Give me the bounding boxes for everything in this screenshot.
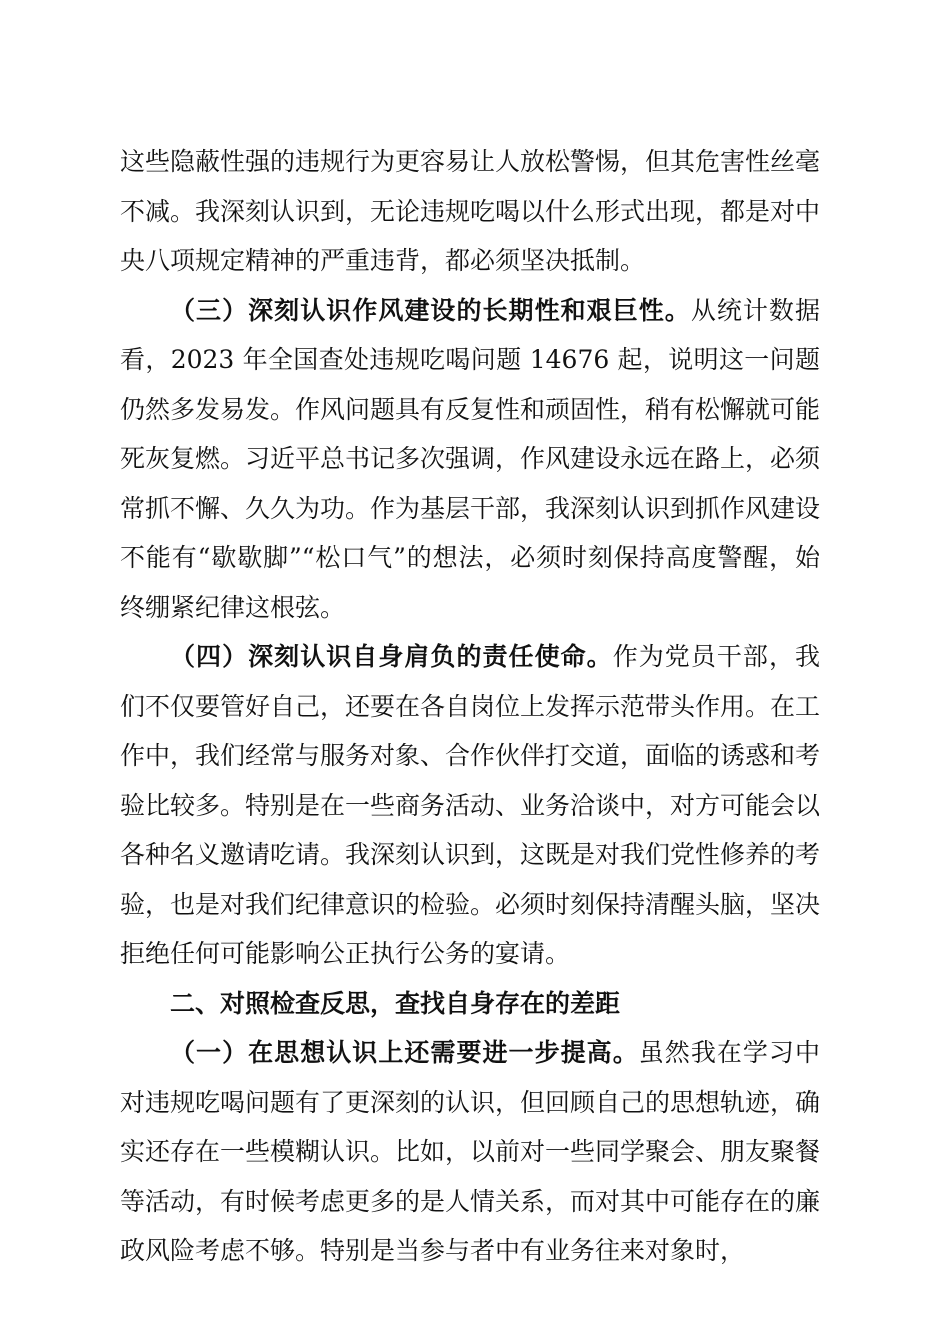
- paragraph-section-2-point-1-lead: （一）在思想认识上还需要进一步提高。: [170, 1038, 639, 1067]
- paragraph-point-4: [120, 632, 820, 979]
- paragraph-section-2-point-1-body: 虽然我在学习中对违规吃喝问题有了更深刻的认识，但回顾自己的思想轨迹，确实还存在一些模糊认识。比如，以前对一些同学聚会、朋友聚餐等活动，有时候考虑更多的是人情关系，而对其中可能存在的廉政风险考虑不够。特别是当参与者中有业务往来对象时，: [120, 1038, 821, 1265]
- paragraph-section-2-point-1: [120, 1028, 820, 1276]
- paragraph-point-3-body: 从统计数据看，2023 年全国查处违规吃喝问题 14676 起，说明这一问题仍然多发易发。作风问题具有反复性和顽固性，稍有松懈就可能死灰复燃。习近平总书记多次强调，作风建设永远在路上，必须常抓不懈、久久为功。作为基层干部，我深刻认识到抓作风建设不能有“歇歇脚”“松口气”的想法，必须时刻保持高度警醒，始终绷紧纪律这根弦。: [120, 295, 821, 622]
- document-page: [120, 137, 820, 1276]
- section-2-heading: 二、对照检查反思，查找自身存在的差距: [170, 988, 621, 1018]
- paragraph-point-3: [120, 286, 820, 633]
- paragraph-point-3-lead: （三）深刻认识作风建设的长期性和艰巨性。: [170, 295, 691, 325]
- paragraph-point-4-lead: （四）深刻认识自身肩负的责任使命。: [170, 642, 613, 671]
- paragraph-continuation: 这些隐蔽性强的违规行为更容易让人放松警惕，但其危害性丝毫不减。我深刻认识到，无论违规吃喝以什么形式出现，都是对中央八项规定精神的严重违背，都必须坚决抵制。: [120, 147, 821, 275]
- paragraph-point-4-body: 作为党员干部，我们不仅要管好自己，还要在各自岗位上发挥示范带头作用。在工作中，我们经常与服务对象、合作伙伴打交道，面临的诱惑和考验比较多。特别是在一些商务活动、业务洽谈中，对方可能会以各种名义邀请吃请。我深刻认识到，这既是对我们党性修养的考验，也是对我们纪律意识的检验。必须时刻保持清醒头脑，坚决拒绝任何可能影响公正执行公务的宴请。: [120, 642, 821, 968]
